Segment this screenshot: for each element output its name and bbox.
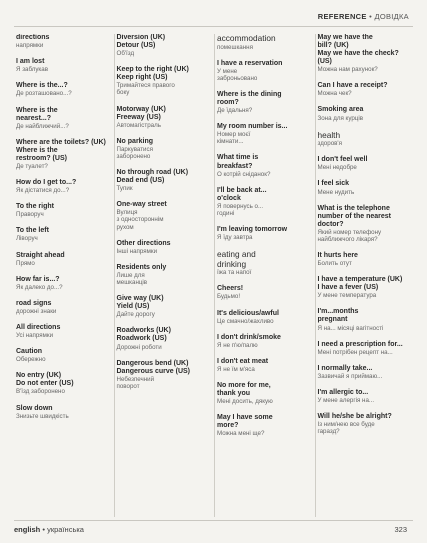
phrase-english: To the right <box>16 203 54 211</box>
phrase-english: eating and drinking <box>217 249 256 269</box>
phrase-entry <box>217 285 311 300</box>
phrase-english: directions <box>16 34 50 41</box>
column-2 <box>115 34 216 517</box>
footer-separator: • <box>42 525 45 534</box>
phrase-english: No entry (UK) Do not enter (US) <box>16 372 74 388</box>
phrase-ukrainian: Де їдальня? <box>217 107 253 115</box>
phrase-ukrainian: дорожні знаки <box>16 307 57 315</box>
phrase-ukrainian: Ліворуч <box>16 235 38 243</box>
phrase-entry <box>318 82 412 97</box>
phrase-ukrainian: напрямки <box>16 42 44 50</box>
phrase-english: What time is breakfast? <box>217 154 259 170</box>
phrase-ukrainian: Тупик <box>116 185 133 193</box>
phrase-entry <box>16 203 110 218</box>
phrase-columns <box>14 34 415 517</box>
phrase-english: All directions <box>16 324 61 332</box>
phrase-ukrainian: Мене нудить <box>317 188 355 196</box>
phrase-english: Where is the nearest...? <box>16 106 58 122</box>
phrase-entry <box>117 240 211 255</box>
phrase-entry <box>117 327 211 350</box>
phrase-ukrainian: У мене алергія на... <box>317 397 375 405</box>
phrase-english: No through road (UK) Dead end (US) <box>116 169 189 185</box>
phrase-entry <box>117 295 211 318</box>
phrase-ukrainian: Автомагістраль <box>116 121 161 129</box>
phrase-entry <box>217 91 311 114</box>
phrase-english: Can I have a receipt? <box>317 82 388 90</box>
section-heading <box>217 250 311 276</box>
phrase-english: health <box>317 129 341 140</box>
column-3 <box>215 34 316 517</box>
phrase-ukrainian: Вулиця з одностороннім рухом <box>116 209 164 231</box>
phrase-entry <box>16 300 110 315</box>
page-number: 323 <box>394 525 407 534</box>
phrase-ukrainian: Де найближчий...? <box>16 122 69 130</box>
column-4 <box>316 34 416 517</box>
phrase-ukrainian: Я повернусь о... годині <box>217 202 264 217</box>
phrase-ukrainian: Дайте дорогу <box>116 311 155 319</box>
phrase-entry <box>217 123 311 145</box>
phrase-english: I have a reservation <box>217 59 283 67</box>
phrase-entry <box>217 414 311 437</box>
phrase-entry <box>117 360 211 390</box>
phrase-entry <box>217 310 311 325</box>
phrase-ukrainian: Я їду завтра <box>217 234 253 242</box>
phrase-ukrainian: Де розташовано...? <box>16 90 72 98</box>
phrase-english: What is the telephone number of the nearest doctor? <box>317 204 392 228</box>
phrase-english: I normally take... <box>317 364 373 372</box>
phrase-english: Keep to the right (UK) Keep right (US) <box>116 66 189 82</box>
footer-lang-en: english <box>14 525 41 534</box>
phrase-ukrainian: Як далеко до...? <box>16 283 63 291</box>
phrase-english: Where are the toilets? (UK) Where is the restroom? (US) <box>16 138 106 162</box>
phrase-ukrainian: помешкання <box>217 43 253 51</box>
phrase-entry <box>217 334 311 349</box>
phrase-ukrainian: Мені досить, дякую <box>217 398 273 406</box>
header-section-uk: ДОВІДКА <box>374 12 409 21</box>
phrase-entry <box>318 180 412 195</box>
phrase-english: I am lost <box>16 58 45 66</box>
phrase-entry <box>16 227 110 242</box>
phrase-entry <box>16 348 110 363</box>
phrase-entry <box>16 324 110 339</box>
running-header <box>318 12 409 21</box>
phrase-ukrainian: Я не п'ю/палю <box>217 341 258 349</box>
phrase-ukrainian: Можна чек? <box>317 90 352 98</box>
footer-languages <box>14 525 84 534</box>
phrase-english: It hurts here <box>317 252 358 260</box>
phrase-ukrainian: Я на... місяці вагітності <box>317 324 384 332</box>
phrase-english: Where is the...? <box>16 82 68 90</box>
phrase-entry <box>217 187 311 217</box>
phrase-english: Motorway (UK) Freeway (US) <box>116 105 166 121</box>
phrase-entry <box>318 308 412 331</box>
phrase-ukrainian: Усі напрямки <box>16 332 54 340</box>
phrase-english: No parking <box>116 137 154 145</box>
phrase-entry <box>318 341 412 356</box>
phrase-entry <box>117 201 211 230</box>
phrase-entry <box>217 154 311 177</box>
phrase-ukrainian: Тримайтеся правого боку <box>116 82 175 97</box>
phrase-entry <box>318 252 412 267</box>
phrase-ukrainian: В'їзд заборонено <box>16 388 65 396</box>
phrase-entry <box>217 226 311 241</box>
phrase-english: I don't feel well <box>317 156 368 164</box>
phrase-ukrainian: О котрій сніданок? <box>217 170 271 178</box>
phrase-english: I have a temperature (UK) I have a fever (US) <box>317 276 403 292</box>
phrase-entry <box>117 106 211 129</box>
phrase-ukrainian: Як дістатися до...? <box>16 187 70 195</box>
phrase-entry <box>117 169 211 192</box>
phrase-ukrainian: Я заблукав <box>16 66 49 74</box>
phrase-english: May I have some more? <box>217 414 273 430</box>
phrase-english: How far is...? <box>16 275 60 283</box>
phrase-english: It's delicious/awful <box>217 309 279 317</box>
phrase-ukrainian: Об'їзд <box>116 50 135 58</box>
phrase-entry <box>16 139 110 170</box>
phrase-english: Slow down <box>16 404 53 412</box>
phrase-entry <box>318 205 412 243</box>
phrase-ukrainian: Який номер телефону найближчого лікаря? <box>317 228 382 243</box>
phrase-ukrainian: Можна мені ще? <box>217 430 265 438</box>
phrase-entry <box>117 138 211 160</box>
phrase-english: Cheers! <box>217 285 244 293</box>
phrase-ukrainian: здоров'я <box>317 140 342 148</box>
phrase-english: I'm leaving tomorrow <box>217 226 288 234</box>
phrase-english: accommodation <box>217 34 276 43</box>
phrase-entry <box>318 156 412 171</box>
footer-lang-uk: українська <box>47 525 84 534</box>
phrase-ukrainian: Болить отут <box>317 260 352 268</box>
phrase-english: My room number is... <box>217 123 288 131</box>
phrase-ukrainian: Праворуч <box>16 211 44 219</box>
phrase-english: I'll be back at... o'clock <box>217 186 267 202</box>
phrase-english: I feel sick <box>317 180 350 188</box>
phrase-ukrainian: Я не їм м'яса <box>217 365 255 373</box>
phrase-ukrainian: Небезпечний поворот <box>116 375 155 390</box>
phrase-english: One-way street <box>116 201 167 209</box>
phrase-entry <box>16 372 110 395</box>
phrase-english: I don't drink/smoke <box>217 333 281 341</box>
phrase-ukrainian: Дорожні роботи <box>116 343 162 351</box>
phrase-english: I need a prescription for... <box>317 340 403 348</box>
phrase-english: Roadworks (UK) Roadwork (US) <box>116 327 171 343</box>
phrase-english: To the left <box>16 227 49 235</box>
phrase-entry <box>16 58 110 73</box>
phrase-ukrainian: їжа та напої <box>217 269 252 277</box>
phrase-english: I'm...months pregnant <box>317 308 359 324</box>
footer-rule <box>14 520 413 521</box>
phrase-english: Straight ahead <box>16 251 65 259</box>
phrase-ukrainian: Зазвичай я приймаю... <box>317 372 383 380</box>
phrase-english: May we have the bill? (UK) May we have the check? (US) <box>317 34 399 66</box>
phrase-english: road signs <box>16 299 52 307</box>
phrase-entry <box>16 276 110 291</box>
phrase-entry <box>318 106 412 121</box>
phrase-english: Dangerous bend (UK) Dangerous curve (US) <box>116 359 191 375</box>
phrase-english: Diversion (UK) Detour (US) <box>116 34 166 50</box>
column-1 <box>14 34 115 517</box>
phrase-ukrainian: Інші напрямки <box>116 247 158 255</box>
phrase-english: Where is the dining room? <box>217 90 282 106</box>
phrase-entry <box>217 60 311 82</box>
phrase-english: I'm allergic to... <box>317 389 369 396</box>
phrase-ukrainian: Номер моєї кімнати... <box>217 131 251 146</box>
phrase-ukrainian: Мені недобре <box>317 164 357 172</box>
phrase-entry <box>16 252 110 267</box>
phrase-entry <box>117 264 211 286</box>
phrase-english: Give way (UK) Yield (US) <box>116 295 164 311</box>
phrase-entry <box>318 34 412 73</box>
phrase-ukrainian: Де туалет? <box>16 162 48 170</box>
section-heading <box>217 34 311 51</box>
phrase-entry <box>117 34 211 57</box>
phrase-english: No more for me, thank you <box>217 382 271 398</box>
phrase-ukrainian: У мене заброньовано <box>217 67 258 82</box>
phrase-entry <box>16 405 110 420</box>
phrase-entry <box>16 107 110 130</box>
phrase-ukrainian: Можна нам рахунок? <box>317 66 378 74</box>
phrase-entry <box>217 358 311 373</box>
phrase-english: How do I get to...? <box>16 179 77 186</box>
phrase-english: Smoking area <box>317 106 364 114</box>
phrase-english: Will he/she be alright? <box>317 413 392 421</box>
phrase-entry <box>16 34 110 49</box>
phrase-english: Other directions <box>116 239 171 247</box>
phrase-ukrainian: У мене температура <box>317 292 377 300</box>
phrase-entry <box>318 276 412 299</box>
phrase-ukrainian: Знизьте швидкість <box>16 412 69 420</box>
phrase-entry <box>318 365 412 380</box>
phrase-ukrainian: Мені потрібен рецепт на... <box>317 348 393 356</box>
phrase-ukrainian: Лише для мешканців <box>116 271 148 287</box>
phrase-ukrainian: Із ним/нею все буде гаразд? <box>317 421 375 436</box>
phrase-entry <box>318 389 412 404</box>
phrase-ukrainian: Зона для курців <box>317 114 363 122</box>
phrase-ukrainian: Обережно <box>16 356 46 364</box>
phrase-entry <box>217 382 311 405</box>
phrase-entry <box>16 82 110 97</box>
phrase-english: Caution <box>16 348 43 356</box>
section-heading <box>318 131 412 148</box>
phrase-english: I don't eat meat <box>217 357 269 365</box>
phrase-entry <box>318 413 412 435</box>
phrase-entry <box>16 179 110 194</box>
phrase-english: Residents only <box>116 263 167 271</box>
phrase-ukrainian: Паркуватися заборонено <box>116 145 153 160</box>
phrase-ukrainian: Це смачно/жахливо <box>217 317 274 325</box>
header-rule <box>14 26 413 27</box>
phrase-ukrainian: Прямо <box>16 259 35 267</box>
header-separator: • <box>369 12 373 21</box>
header-section: REFERENCE <box>317 12 367 21</box>
phrase-entry <box>117 66 211 96</box>
phrase-ukrainian: Будьмо! <box>217 293 241 301</box>
